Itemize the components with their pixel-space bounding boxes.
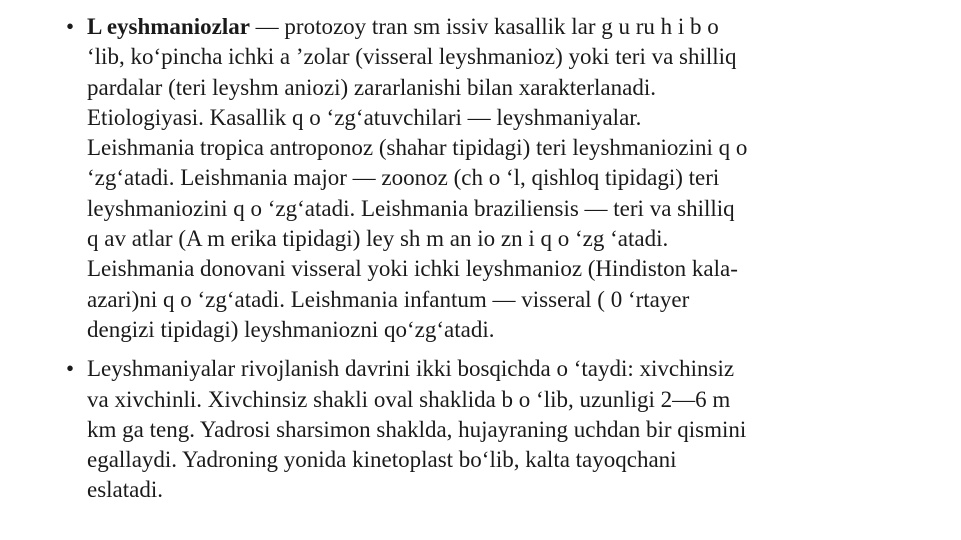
- paragraph-text: — protozoy tran sm issiv kasallik lar g u ru h i b o: [249, 14, 719, 39]
- bullet-item-life-cycle: [66, 354, 896, 505]
- paragraph-line: va xivchinli. Xivchinsiz shakli oval shaklida b o ‘lib, uzunligi 2—6 m: [87, 386, 731, 412]
- paragraph-line: egallaydi. Yadroning yonida kinetoplast bo‘lib, kalta tayoqchani: [87, 447, 677, 473]
- paragraph-line: ‘lib, ko‘pincha ichki a ’zolar (visseral leyshmanioz) yoki teri va shilliq: [87, 44, 737, 70]
- paragraph-line: q av atlar (A m erika tipidagi) ley sh m an io zn i q o ‘zg ‘atadi.: [87, 226, 669, 252]
- paragraph-line: leyshmaniozini q o ‘zg‘atadi. Leishmania braziliensis — teri va shilliq: [87, 195, 735, 221]
- paragraph-line: azari)ni q o ‘zg‘atadi. Leishmania infantum — visseral ( 0 ‘rtayer: [87, 286, 690, 312]
- paragraph-line: Etiologiyasi. Kasallik q o ‘zg‘atuvchilari — leyshmaniyalar.: [87, 104, 642, 130]
- paragraph-line: dengizi tipidagi) leyshmaniozni qo‘zg‘atadi.: [87, 316, 495, 342]
- paragraph-line: km ga teng. Yadrosi sharsimon shaklda, hujayraning uchdan bir qismini: [87, 416, 747, 442]
- paragraph-line: Leishmania tropica antroponoz (shahar tipidagi) teri leyshmaniozini q o: [87, 135, 748, 161]
- bullet-marker: •: [66, 356, 75, 382]
- paragraph-line: [87, 12, 896, 42]
- bullet-item-leishmaniasis: [66, 12, 896, 345]
- paragraph-line: Leishmania donovani visseral yoki ichki leyshmanioz (Hindiston kala-: [87, 256, 738, 282]
- paragraph-line: ‘zg‘atadi. Leishmania major — zoonoz (ch o ‘l, qishloq tipidagi) teri: [87, 165, 720, 191]
- paragraph-line: pardalar (teri leyshm aniozi) zararlanishi bilan xarakterlanadi.: [87, 74, 656, 100]
- bullet-list: [66, 12, 896, 506]
- paragraph-line: eslatadi.: [87, 477, 163, 503]
- bold-term: L eyshmaniozlar: [87, 14, 250, 39]
- paragraph-line: Leyshmaniyalar rivojlanish davrini ikki bosqichda o ‘taydi: xivchinsiz: [87, 356, 735, 382]
- bullet-marker: •: [66, 14, 75, 39]
